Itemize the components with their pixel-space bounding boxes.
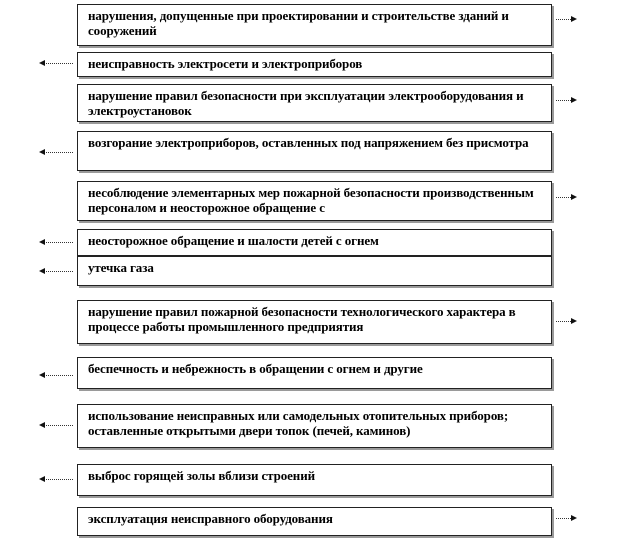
cause-text-10: использование неисправных или самодельных отопительных приборов; оставленные открытыми двери топок (печей, каминов) [88,408,509,438]
arrow-left-7 [41,271,73,272]
cause-box-2 [77,52,552,77]
cause-box-11 [77,464,552,496]
cause-box-7 [77,256,552,286]
arrow-right-1 [556,19,575,20]
arrow-left-10 [41,425,73,426]
arrow-left-4 [41,152,73,153]
cause-box-12 [77,507,552,536]
cause-text-8: нарушение правил пожарной безопасности технологического характера в процессе работы промышленного предприятия [88,304,516,334]
arrow-left-6 [41,242,73,243]
arrow-left-9 [41,375,73,376]
cause-text-4: возгорание электроприборов, оставленных под напряжением без присмотра [88,135,529,150]
cause-text-3: нарушение правил безопасности при эксплуатации электрооборудования и электроустановок [88,88,524,118]
arrow-right-3 [556,100,575,101]
arrow-left-2 [41,63,73,64]
arrow-right-5 [556,197,575,198]
cause-text-2: неисправность электросети и электроприборов [88,56,363,71]
cause-text-9: беспечность и небрежность в обращении с огнем и другие [88,361,423,376]
arrow-right-12 [556,518,575,519]
cause-box-1 [77,4,552,46]
arrow-left-11 [41,479,73,480]
cause-box-5 [77,181,552,221]
cause-box-4 [77,131,552,171]
cause-box-8 [77,300,552,344]
cause-text-5: несоблюдение элементарных мер пожарной безопасности производственным персоналом и неосторожное обращение с [88,185,534,215]
cause-box-9 [77,357,552,389]
cause-text-11: выброс горящей золы вблизи строений [88,468,315,483]
cause-text-7: утечка газа [88,260,154,275]
cause-box-10 [77,404,552,448]
cause-box-3 [77,84,552,122]
cause-text-12: эксплуатация неисправного оборудования [88,511,333,526]
arrow-right-8 [556,321,575,322]
cause-box-6 [77,229,552,256]
cause-text-6: неосторожное обращение и шалости детей с огнем [88,233,379,248]
cause-text-1: нарушения, допущенные при проектировании и строительстве зданий и сооружений [88,8,509,38]
